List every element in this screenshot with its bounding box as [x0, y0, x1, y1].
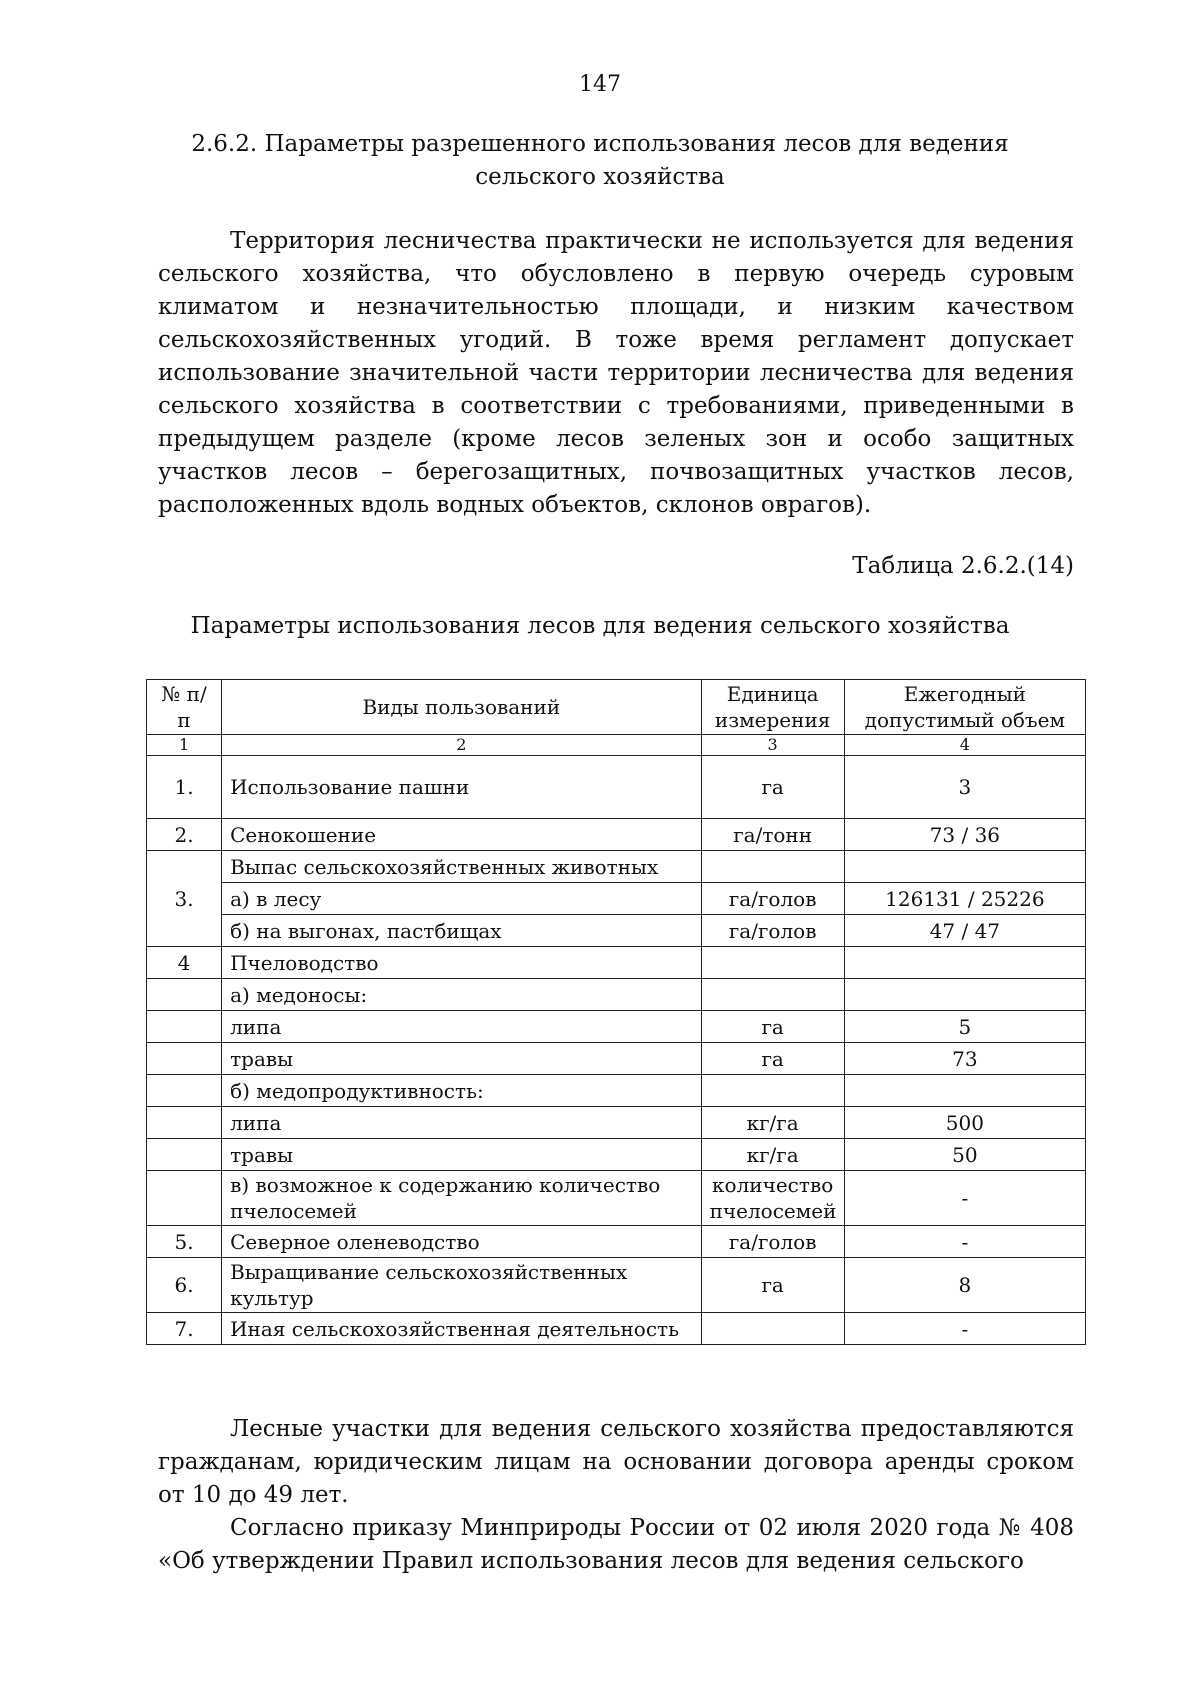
row-unit: га	[701, 756, 844, 819]
column-number: 3	[701, 735, 844, 756]
row-usage-type: Пчеловодство	[222, 947, 702, 979]
row-number: 1.	[147, 756, 222, 819]
page-number: 147	[579, 72, 621, 97]
row-value	[844, 947, 1085, 979]
row-usage-type: б) медопродуктивность:	[222, 1075, 702, 1107]
row-usage-type: липа	[222, 1107, 702, 1139]
table-row	[147, 1075, 1086, 1107]
table-row	[147, 1011, 1086, 1043]
row-unit	[701, 947, 844, 979]
table-row	[147, 756, 1086, 819]
header-unit: Единица измерения	[701, 680, 844, 735]
row-unit: га/тонн	[701, 819, 844, 851]
column-number-row	[147, 735, 1086, 756]
lease-paragraph: Лесные участки для ведения сельского хозяйства предоставляются гражданам, юридическим лицам на основании договора аренды сроком от 10 до 49 лет.	[158, 1416, 1074, 1508]
row-usage-type: в) возможное к содержанию количество пчелосемей	[222, 1171, 702, 1226]
row-value: 500	[844, 1107, 1085, 1139]
row-usage-type: Выпас сельскохозяйственных животных	[222, 851, 702, 883]
row-usage-type: липа	[222, 1011, 702, 1043]
row-usage-type: Выращивание сельскохозяйственных культур	[222, 1258, 702, 1313]
table-row	[147, 1226, 1086, 1258]
order-paragraph: Согласно приказу Минприроды России от 02 июля 2020 года № 408 «Об утверждении Правил использования лесов для ведения сельского	[158, 1515, 1074, 1574]
row-number: 2.	[147, 819, 222, 851]
row-unit	[701, 851, 844, 883]
row-usage-type: б) на выгонах, пастбищах	[222, 915, 702, 947]
intro-paragraph: Территория лесничества практически не используется для ведения сельского хозяйства, что обусловлено в первую очередь суровым климатом и незначительностью площади, и низким качеством сельскохозяйственных угодий. В тоже время регламент допускает использование значительной части территории лесничества для ведения сельского хозяйства в соответствии с требованиями, приведенными в предыдущем разделе (кроме лесов зеленых зон и особо защитных участков лесов – берегозащитных, почвозащитных участков лесов, расположенных вдоль водных объектов, склонов оврагов).	[158, 228, 1074, 518]
section-title: 2.6.2. Параметры разрешенного использования лесов для ведения сельского хозяйства	[191, 131, 1009, 190]
row-unit: га	[701, 1258, 844, 1313]
table-row	[147, 1171, 1086, 1226]
row-value: -	[844, 1313, 1085, 1345]
column-number: 4	[844, 735, 1085, 756]
column-number: 2	[222, 735, 702, 756]
table-header-row	[147, 680, 1086, 735]
table-row	[147, 883, 1086, 915]
table-row	[147, 819, 1086, 851]
row-usage-type: Иная сельскохозяйственная деятельность	[222, 1313, 702, 1345]
row-usage-type: Сенокошение	[222, 819, 702, 851]
row-value	[844, 851, 1085, 883]
row-value: 73	[844, 1043, 1085, 1075]
row-unit: га	[701, 1043, 844, 1075]
table-row	[147, 1313, 1086, 1345]
row-usage-type: травы	[222, 1139, 702, 1171]
row-value: 47 / 47	[844, 915, 1085, 947]
row-value: 50	[844, 1139, 1085, 1171]
row-usage-type: Использование пашни	[222, 756, 702, 819]
table-row	[147, 915, 1086, 947]
row-unit: га/голов	[701, 915, 844, 947]
table-row	[147, 1139, 1086, 1171]
row-number: 4	[147, 947, 222, 979]
row-usage-type: а) медоносы:	[222, 979, 702, 1011]
table-row	[147, 1107, 1086, 1139]
row-unit: га/голов	[701, 883, 844, 915]
row-number	[147, 1107, 222, 1139]
row-usage-type: а) в лесу	[222, 883, 702, 915]
row-unit: кг/га	[701, 1139, 844, 1171]
row-unit: га/голов	[701, 1226, 844, 1258]
header-usage-type: Виды пользований	[222, 680, 702, 735]
table-label: Таблица 2.6.2.(14)	[852, 553, 1074, 579]
row-value	[844, 1075, 1085, 1107]
row-number: 6.	[147, 1258, 222, 1313]
row-value: -	[844, 1226, 1085, 1258]
row-number	[147, 1075, 222, 1107]
row-unit	[701, 1313, 844, 1345]
row-value: -	[844, 1171, 1085, 1226]
table-row	[147, 851, 1086, 883]
row-usage-type: травы	[222, 1043, 702, 1075]
row-number: 3.	[147, 851, 222, 947]
table-row	[147, 1258, 1086, 1313]
row-number	[147, 1139, 222, 1171]
row-number	[147, 1043, 222, 1075]
row-unit	[701, 1075, 844, 1107]
row-unit: количество пчелосемей	[701, 1171, 844, 1226]
row-value: 8	[844, 1258, 1085, 1313]
table-row	[147, 979, 1086, 1011]
row-value: 126131 / 25226	[844, 883, 1085, 915]
row-number	[147, 979, 222, 1011]
header-annual-volume: Ежегодный допустимый объем	[844, 680, 1085, 735]
column-number: 1	[147, 735, 222, 756]
row-number: 5.	[147, 1226, 222, 1258]
row-value	[844, 979, 1085, 1011]
row-value: 73 / 36	[844, 819, 1085, 851]
row-number: 7.	[147, 1313, 222, 1345]
table-row	[147, 1043, 1086, 1075]
row-unit: кг/га	[701, 1107, 844, 1139]
row-number	[147, 1011, 222, 1043]
row-number	[147, 1171, 222, 1226]
row-value: 3	[844, 756, 1085, 819]
parameters-table	[146, 679, 1086, 1345]
row-usage-type: Северное оленеводство	[222, 1226, 702, 1258]
row-value: 5	[844, 1011, 1085, 1043]
table-row	[147, 947, 1086, 979]
table-caption: Параметры использования лесов для ведения сельского хозяйства	[190, 613, 1010, 639]
row-unit	[701, 979, 844, 1011]
header-number: № п/п	[147, 680, 222, 735]
row-unit: га	[701, 1011, 844, 1043]
